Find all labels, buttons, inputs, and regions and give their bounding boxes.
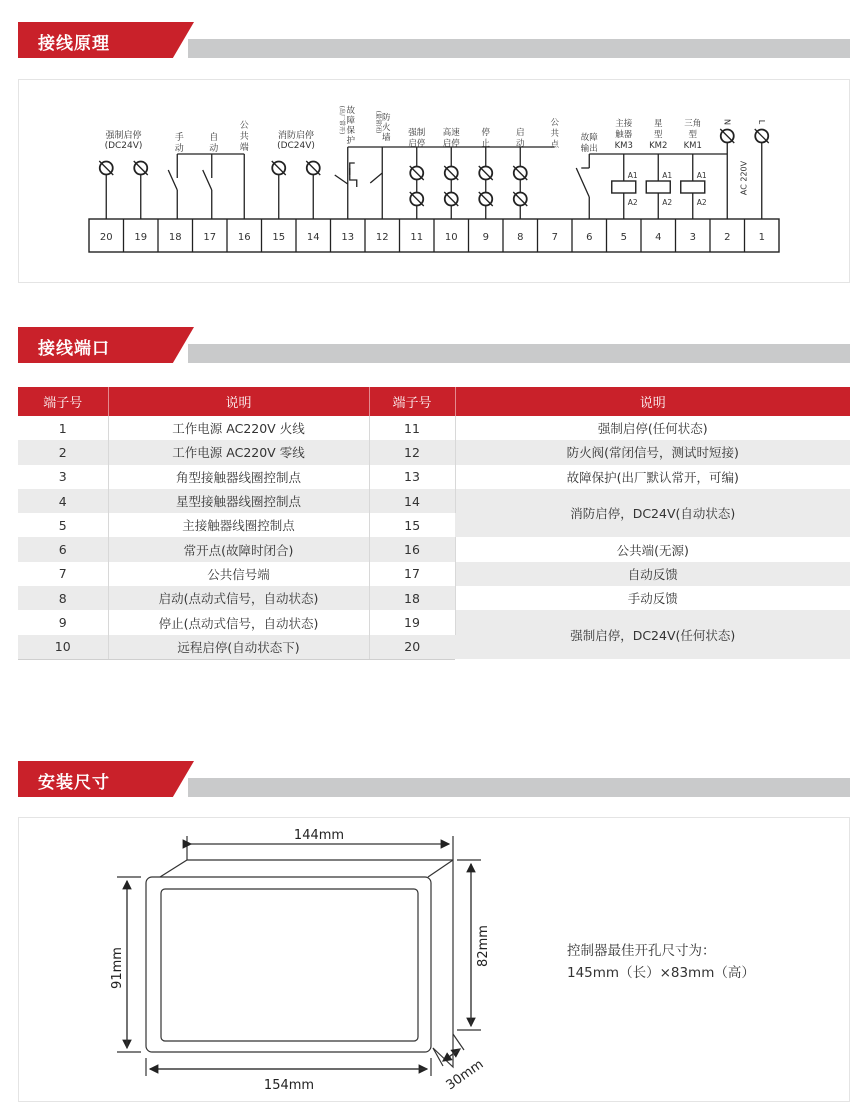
terminal-number: 18 <box>168 232 182 243</box>
terminal-no: 15 <box>404 517 421 533</box>
label-km2: 星 <box>653 119 663 129</box>
dim-label-top: 144mm <box>293 828 345 843</box>
terminal-no: 2 <box>18 440 108 464</box>
terminal-desc: 角型接触器线圈控制点 <box>108 465 369 489</box>
table-row <box>18 610 850 634</box>
table-header-row <box>18 387 850 416</box>
table-row <box>18 562 850 586</box>
dim-label-left: 91mm <box>110 947 125 989</box>
terminal-desc: 公共端(无源) <box>455 537 850 561</box>
label-fire-damper: 火 <box>381 123 391 133</box>
terminal-number: 11 <box>410 232 424 243</box>
table-row <box>18 465 850 489</box>
depth-outline <box>160 860 453 1067</box>
label-fault-output: 输出 <box>580 144 598 154</box>
section-title: 接线原理 <box>38 34 110 54</box>
terminal-desc: 手动反馈 <box>455 586 850 610</box>
terminal-number: 19 <box>134 232 148 243</box>
terminal-number: 6 <box>586 232 593 243</box>
label-ac220v: AC 220V <box>739 160 749 196</box>
terminal-no: 3 <box>18 465 108 489</box>
terminal-no: 9 <box>18 610 108 634</box>
terminal-no: 17 <box>369 562 455 586</box>
terminal-number: 12 <box>375 232 389 243</box>
label-high-speed: 高速 <box>442 128 460 138</box>
terminal-desc: 强制启停，DC24V(任何状态) <box>455 610 850 659</box>
terminal-desc: 公共信号端 <box>108 562 369 586</box>
switch-contact <box>168 170 177 190</box>
header-gray-bar <box>188 39 850 58</box>
table-row <box>18 416 850 440</box>
dim-label-depth: 30mm <box>443 1056 487 1094</box>
table-row <box>18 586 850 610</box>
label-start: 动 <box>515 139 525 149</box>
label-high-speed: 启停 <box>442 139 460 149</box>
section-header-wiring-ports <box>18 326 850 363</box>
terminal-desc: 常开点(故障时闭合) <box>108 537 369 561</box>
depth-edge <box>428 860 453 877</box>
label-force-start-stop: 强制启停 <box>105 131 142 141</box>
terminal-desc: 工作电源 AC220V 火线 <box>108 416 369 440</box>
terminal-no: 20 <box>369 635 455 660</box>
label-fault-protect: 护 <box>346 136 356 146</box>
ext-line <box>453 1034 464 1050</box>
terminal-no: 4 <box>18 489 108 513</box>
inner-screen <box>161 889 418 1041</box>
label-a2: A2 <box>627 198 638 207</box>
terminal-desc: 故障保护(出厂默认常开，可编) <box>566 469 739 485</box>
terminal-number: 17 <box>203 232 217 243</box>
label-force-start-stop-2: 强制 <box>408 128 426 138</box>
label-n: N <box>722 119 732 125</box>
label-start: 启 <box>515 128 525 138</box>
wiring-diagram <box>19 80 849 282</box>
label-km1: 三角 <box>684 119 702 129</box>
header-gray-bar <box>188 344 850 363</box>
label-manual: 手 <box>174 133 184 143</box>
terminal-no: 10 <box>18 635 108 660</box>
terminal-number: 1 <box>758 232 765 243</box>
table-row <box>18 537 850 561</box>
section-header-install-size <box>18 760 850 797</box>
label-a2: A2 <box>696 198 707 207</box>
terminal-no: 19 <box>369 610 455 634</box>
label-fault-protect: 保 <box>346 126 356 136</box>
label-fire-damper-note: (最常闭) <box>374 110 382 134</box>
terminal-no: 18 <box>369 586 455 610</box>
label-common-end: 共 <box>239 132 249 142</box>
label-auto: 自 <box>209 133 219 143</box>
terminal-number: 7 <box>551 232 558 243</box>
front-frame <box>146 877 431 1052</box>
label-common-point: 点 <box>550 140 560 150</box>
table-row <box>18 489 850 513</box>
protect-symbol <box>350 163 357 187</box>
col-header-terminal: 端子号 <box>369 387 455 416</box>
col-header-desc: 说明 <box>108 387 369 416</box>
terminal-number: 5 <box>620 232 627 243</box>
label-l: L <box>756 119 766 125</box>
label-km2: KM2 <box>649 141 668 151</box>
contactor-coil <box>646 181 670 193</box>
terminal-desc: 工作电源 AC220V 零线 <box>108 440 369 464</box>
col-header-terminal: 端子号 <box>18 387 108 416</box>
terminal-number: 9 <box>482 232 489 243</box>
terminal-desc: 消防启停，DC24V(自动状态) <box>455 489 850 538</box>
terminal-no: 6 <box>18 537 108 561</box>
terminal-desc: 启动(点动式信号，自动状态) <box>108 586 369 610</box>
label-common-point: 共 <box>550 129 560 139</box>
ext-line <box>433 1048 443 1066</box>
terminal-desc: 强制启停(任何状态) <box>455 416 850 440</box>
header-gray-bar <box>188 778 850 797</box>
label-fault-output: 故障 <box>580 133 598 143</box>
terminal-number: 3 <box>689 232 696 243</box>
terminal-number: 13 <box>341 232 355 243</box>
terminal-desc: 主接触器线圈控制点 <box>108 513 369 537</box>
terminal-no: 12 <box>369 440 455 464</box>
label-manual: 动 <box>174 144 184 154</box>
label-km1: KM1 <box>683 141 702 151</box>
terminal-desc: 自动反馈 <box>455 562 850 586</box>
terminal-no: 13 <box>369 465 455 489</box>
switch-contact <box>203 170 212 190</box>
terminal-no: 7 <box>18 562 108 586</box>
section-title: 安装尺寸 <box>38 773 110 793</box>
dim-line-depth-rev <box>443 1049 460 1061</box>
label-fire-damper: 墙 <box>381 133 391 143</box>
label-common-end: 端 <box>239 143 249 153</box>
label-km2: 型 <box>653 130 663 140</box>
switch-contact <box>335 175 348 184</box>
label-fault-protect: 障 <box>346 116 356 126</box>
terminal-number: 20 <box>99 232 113 243</box>
terminal-desc: 防火阀(常闭信号，测试时短接) <box>455 440 850 464</box>
terminal-number: 15 <box>272 232 286 243</box>
label-km1: 型 <box>688 130 698 140</box>
label-stop: 停 <box>481 128 491 138</box>
label-fire-start-stop: 消防启停 <box>277 131 315 141</box>
terminal-number: 16 <box>237 232 251 243</box>
section-header-wiring-principle <box>18 21 850 58</box>
label-a2: A2 <box>662 198 673 207</box>
terminal-number: 14 <box>306 232 320 243</box>
label-km3: 触器 <box>615 130 633 140</box>
cutout-note-line2: 145mm（长）×83mm（高） <box>567 965 755 981</box>
terminal-desc: 停止(点动式信号，自动状态) <box>108 610 369 634</box>
label-auto: 动 <box>209 144 219 154</box>
cutout-note-line1: 控制器最佳开孔尺寸为： <box>567 943 716 959</box>
dim-label-right: 82mm <box>476 925 491 967</box>
contactor-coil <box>612 181 636 193</box>
wiring-diagram-panel <box>18 79 850 283</box>
terminal-no: 1 <box>18 416 108 440</box>
label-a1: A1 <box>696 171 707 180</box>
table-row <box>18 440 850 464</box>
terminal-number: 8 <box>517 232 524 243</box>
label-fire-damper: 防 <box>381 113 391 123</box>
terminal-no: 11 <box>369 416 455 440</box>
switch-contact <box>576 168 589 197</box>
terminal-no: 8 <box>18 586 108 610</box>
label-common-end: 公 <box>239 121 249 131</box>
label-km3: 主接 <box>615 119 633 129</box>
terminal-desc: 星型接触器线圈控制点 <box>108 489 369 513</box>
label-common-point: 公 <box>550 118 560 128</box>
terminal-number: 4 <box>655 232 662 243</box>
terminal-number: 10 <box>444 232 458 243</box>
section-title: 接线端口 <box>38 339 110 359</box>
cutout-note <box>567 940 755 984</box>
contactor-coil <box>681 181 705 193</box>
col-header-desc: 说明 <box>455 387 850 416</box>
label-km3: KM3 <box>614 141 633 151</box>
label-a1: A1 <box>627 171 638 180</box>
terminal-no: 16 <box>369 537 455 561</box>
dim-label-bottom: 154mm <box>263 1078 315 1093</box>
terminal-number: 2 <box>724 232 731 243</box>
label-fault-protect: 故 <box>346 106 356 116</box>
terminal-desc: 远程启停(自动状态下) <box>108 635 369 660</box>
switch-contact <box>370 173 382 183</box>
label-force-start-stop: (DC24V) <box>104 141 143 151</box>
terminal-no: 5 <box>18 513 108 537</box>
label-a1: A1 <box>662 171 673 180</box>
label-fault-protect-note: (出厂常开) <box>337 105 345 135</box>
label-force-start-stop-2: 启停 <box>408 139 426 149</box>
label-stop: 止 <box>481 139 491 149</box>
label-fire-start-stop: (DC24V) <box>277 141 315 151</box>
terminal-no: 14 <box>369 489 455 513</box>
ports-table <box>18 387 850 660</box>
